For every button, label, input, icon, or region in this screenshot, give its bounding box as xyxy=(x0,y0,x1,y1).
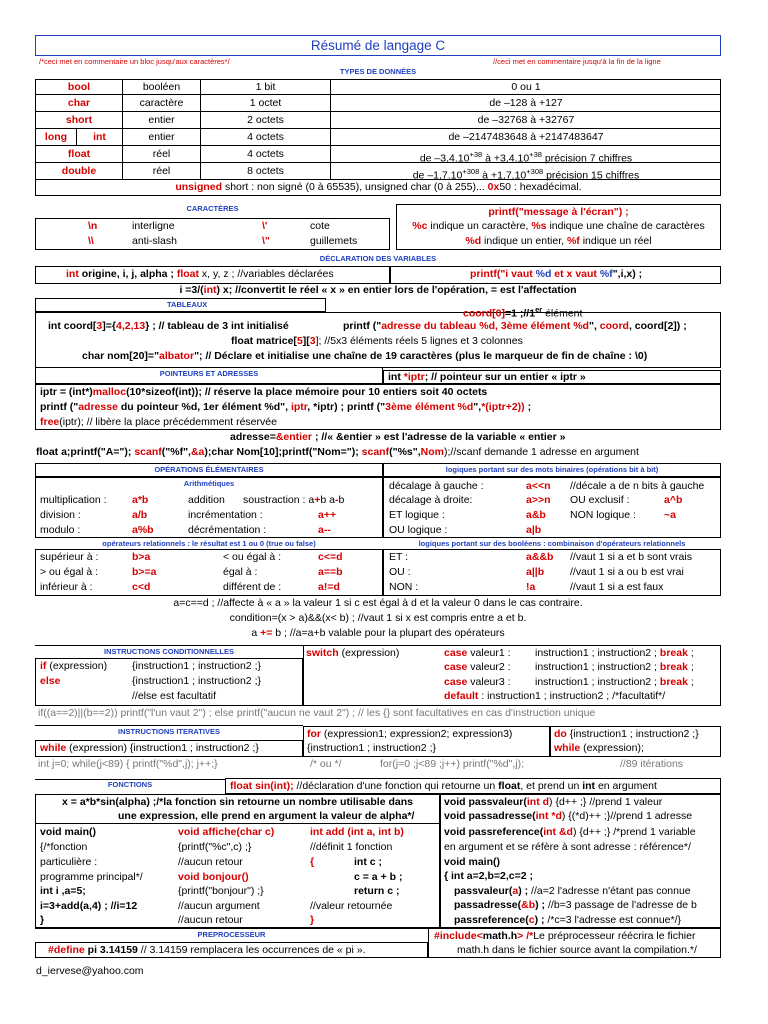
type-short-desc: entier xyxy=(148,114,175,126)
non-desc: //vaut 1 si a est faux xyxy=(570,581,664,593)
xor-label: OU exclusif : xyxy=(570,494,630,506)
incr-op: a++ xyxy=(318,509,337,521)
nand-op: ~a xyxy=(664,509,676,521)
sin-decl: float sin(int); //déclaration d'une fonction qui retourne un float, et prend un int en argument xyxy=(230,780,657,792)
sup-op: b>a xyxy=(132,551,151,563)
include-line-2: math.h dans le fichier source avant la compilation.*/ xyxy=(457,944,697,956)
mult-label: multiplication : xyxy=(40,494,107,506)
cc-line-2: condition=(x > a)&&(x< b) ; //vaut 1 si x est compris entre a et b. xyxy=(229,612,527,624)
bonjour-decl: void bonjour() xyxy=(178,871,249,883)
type-char-desc: caractère xyxy=(139,97,184,109)
add-open: { xyxy=(310,856,315,868)
et-op: a&&b xyxy=(526,551,554,563)
type-char-size: 1 octet xyxy=(249,97,282,109)
else-kw: else xyxy=(40,675,61,687)
main-2-vars: { int a=2,b=2,c=2 ; xyxy=(444,870,534,882)
passreference-decl: void passreference(int &d) {d++ ;} /*prend 1 variable xyxy=(444,826,696,838)
inf-label: inférieur à : xyxy=(40,581,93,593)
type-bool: bool xyxy=(67,81,91,93)
cast-line: i =3/(int) x; //convertit le réel « x » en entier lors de l'opération, = est l'affectation xyxy=(179,284,577,296)
bool-heading: logiques portant sur des booléens : combinaison d'opérateurs relationnels xyxy=(418,539,686,548)
bonjour-note-2: //aucun retour xyxy=(178,914,243,926)
xor-op: a^b xyxy=(664,494,683,506)
case-2: case valeur2 : xyxy=(444,661,511,673)
sin-example-1: x = a*b*sin(alpha) ;/*la fonction sin retourne un nombre utilisable dans xyxy=(62,796,413,808)
type-bool-range: 0 ou 1 xyxy=(511,81,541,93)
or-op: a|b xyxy=(526,524,542,536)
rel-heading: opérateurs relationnels : le résultat est 1 ou 0 (true ou false) xyxy=(102,539,316,548)
type-double-range: de $-1,7.10^{+308}$ à $+1,7.10^{+308}$ précision 15 chiffres xyxy=(412,167,640,182)
decl-printf: printf("i vaut %d et x vaut %f",i,x) ; xyxy=(470,268,643,280)
type-bool-desc: booléen xyxy=(142,81,181,93)
type-char: char xyxy=(67,97,91,109)
escape-backslash-desc: anti-slash xyxy=(132,235,177,247)
coord-printf: printf ("adresse du tableau %d, 3ème élément %d", coord, coord[2]) ; xyxy=(343,320,687,332)
incr-label: incrémentation : xyxy=(188,509,263,521)
decr-op: a-- xyxy=(318,524,331,536)
affiche-note: //aucun retour xyxy=(178,856,243,868)
iter-heading: INSTRUCTIONS ITERATIVES xyxy=(118,727,220,736)
ne-label: différent de : xyxy=(223,581,282,593)
call-passadresse: passadresse(&b) ; //b=3 passage de l'adresse de b xyxy=(454,899,697,911)
type-float-desc: réel xyxy=(152,148,171,160)
matrix-decl: float matrice[5][3]; //5x3 éléments réels 5 lignes et 3 colonnes xyxy=(231,335,523,347)
do-line: do {instruction1 ; instruction2 ;} xyxy=(554,728,699,740)
case-3: case valeur3 : xyxy=(444,676,511,688)
nom-decl: char nom[20]="albator"; // Déclare et initialise une chaîne de 19 caractères (plus le marqueur de fin de chaîne : \0) xyxy=(82,350,648,362)
ou-desc: //vaut 1 si a ou b est vrai xyxy=(570,566,684,578)
type-short: short xyxy=(65,114,93,126)
type-double-size: 8 octets xyxy=(247,165,284,177)
modulo-label: modulo : xyxy=(40,524,81,536)
funcs-heading: FONCTIONS xyxy=(107,780,153,789)
cc-line-3: a += b ; //a=a+b valable pour la plupart des opérateurs xyxy=(251,627,505,639)
cc-line-1: a=c==d ; //affecte à « a » la valeur 1 si c est égal à d et la valeur 0 dans le cas contraire. xyxy=(173,597,583,609)
inf-op: c<d xyxy=(132,581,151,593)
mult-op: a*b xyxy=(132,494,149,506)
format-c-s: %c indique un caractère, %s indique une chaîne de caractères xyxy=(412,220,705,232)
arith-label: Arithmétiques xyxy=(183,479,235,488)
type-double: double xyxy=(61,165,97,177)
type-short-range: de –32768 à +32767 xyxy=(477,114,575,126)
shl-label: décalage à gauche : xyxy=(389,480,484,492)
le-label: < ou égal à : xyxy=(223,551,282,563)
address-line: adresse=&entier ; //« &entier » est l'adresse de la variable « entier » xyxy=(230,431,566,443)
add-note: //définit 1 fonction xyxy=(310,841,393,853)
passadresse-decl: void passadresse(int *d) {(*d)++ ;}//prend 1 adresse xyxy=(444,810,693,822)
subtraction-label: soustraction : a+b a-b xyxy=(243,494,345,506)
main-2-decl: void main() xyxy=(444,856,501,868)
add-close: } xyxy=(310,914,315,926)
passvaleur-decl: void passvaleur(int d) {d++ ;} //prend 1 valeur xyxy=(444,796,663,808)
ne-op: a!=d xyxy=(318,581,340,593)
type-char-range: de –128 à +127 xyxy=(489,97,563,109)
ge-label: > ou égal à : xyxy=(40,566,99,578)
sup-label: supérieur à : xyxy=(40,551,99,563)
escape-backslash: \\ xyxy=(88,235,94,247)
iter-example-note: //89 itérations xyxy=(620,758,684,770)
add-sum: c = a + b ; xyxy=(354,871,403,883)
type-double-desc: réel xyxy=(152,165,171,177)
call-passvaleur: passvaleur(a) ; //a=2 l'adresse n'étant pas connue xyxy=(454,885,691,897)
types-heading: TYPES DE DONNÉES xyxy=(339,67,417,76)
prep-heading: PREPROCESSEUR xyxy=(197,930,266,939)
shr-op: a>>n xyxy=(526,494,551,506)
division-op: a/b xyxy=(132,509,148,521)
add-return: return c ; xyxy=(354,885,400,897)
pointer-decl: int *iptr; // pointeur sur un entier « iptr » xyxy=(388,371,586,383)
le-op: c<=d xyxy=(318,551,343,563)
escape-quote-desc: cote xyxy=(310,220,330,232)
chars-heading: CARACTÈRES xyxy=(186,204,239,213)
switch-line: switch (expression) xyxy=(306,647,400,659)
eq-op: a==b xyxy=(318,566,343,578)
type-short-size: 2 octets xyxy=(247,114,284,126)
scanf-line: float a;printf("A="); scanf("%f",&a);char Nom[10];printf("Nom="); scanf("%s",Nom);//scanf demande 1 adresse en argument xyxy=(36,446,639,458)
page-title: Résumé de langage C xyxy=(310,38,446,53)
for-line: for (expression1; expression2; expression3) xyxy=(307,728,513,740)
case-3-body: instruction1 ; instruction2 ; break ; xyxy=(535,676,694,688)
type-bool-size: 1 bit xyxy=(255,81,276,93)
main-5: int i ,a=5; xyxy=(40,885,86,897)
default-line: default : instruction1 ; instruction2 ; /*facultatif*/ xyxy=(444,690,666,702)
call-passreference: passreference(c) ; /*c=3 l'adresse est connue*/} xyxy=(454,914,682,926)
ou-op: a||b xyxy=(526,566,545,578)
nand-label: NON logique : xyxy=(570,509,636,521)
if-body: {instruction1 ; instruction2 ;} xyxy=(132,660,261,672)
and-op: a&b xyxy=(526,509,546,521)
pointers-heading: POINTEURS ET ADRESSES xyxy=(159,369,259,378)
iter-example-or: /* ou */ xyxy=(310,758,342,770)
non-op: !a xyxy=(526,581,536,593)
type-long-range: de –2147483648 à +2147483647 xyxy=(448,131,604,143)
shr-label: décalage à droite: xyxy=(389,494,473,506)
else-body: {instruction1 ; instruction2 ;} xyxy=(132,675,261,687)
main-2: {/*fonction xyxy=(40,841,88,853)
escape-n-desc: interligne xyxy=(132,220,175,232)
decl-line: int origine, i, j, alpha ; float x, y, z ; //variables déclarées xyxy=(66,268,334,280)
ou-label: OU : xyxy=(389,566,411,578)
main-1: void main() xyxy=(40,826,97,838)
case-1: case valeur1 : xyxy=(444,647,511,659)
ge-op: b>=a xyxy=(132,566,157,578)
type-float-range: de $-3,4.10^{+38}$ à $+3,4.10^{+38}$ précision 7 chiffres xyxy=(419,150,633,165)
non-label: NON : xyxy=(389,581,419,593)
case-2-body: instruction1 ; instruction2 ; break ; xyxy=(535,661,694,673)
while-line: while (expression) {instruction1 ; instruction2 ;} xyxy=(40,742,259,754)
type-long-size: 4 octets xyxy=(247,131,284,143)
shl-op: a<<n xyxy=(526,480,551,492)
if-line: if (expression) xyxy=(40,660,108,672)
eq-label: égal à : xyxy=(223,566,258,578)
add-decl: int add (int a, int b) xyxy=(310,826,404,838)
or-label: OU logique : xyxy=(389,524,448,536)
comment-line-note: //ceci met en commentaire jusqu'à la fin de la ligne xyxy=(493,57,661,66)
tables-heading: TABLEAUX xyxy=(167,300,208,309)
escape-dquote-desc: guillemets xyxy=(310,235,358,247)
footer-email[interactable]: d_iervese@yahoo.com xyxy=(36,965,144,977)
bonjour-note-1: //aucun argument xyxy=(178,900,260,912)
iter-example-1: int j=0; while(j<89) { printf("%d",j); j++;} xyxy=(38,758,218,770)
and-label: ET logique : xyxy=(389,509,445,521)
shl-desc: //décale a de n bits à gauche xyxy=(570,480,705,492)
coord-decl: int coord[3]={4,2,13} ; // tableau de 3 int initialisé xyxy=(48,320,289,332)
division-label: division : xyxy=(40,509,81,521)
coord0-line: coord[0]=1 ;//1er élément xyxy=(463,305,583,320)
escape-dquote: \" xyxy=(262,235,270,247)
bits-heading: logiques portant sur des mots binaires (opérations bit à bit) xyxy=(445,465,659,474)
main-7: } xyxy=(40,914,45,926)
pointer-printf: printf ("adresse du pointeur %d, 1er élément %d", iptr, *iptr) ; printf ("3ème élément %d",*(iptr+2)) ; xyxy=(40,401,532,413)
et-desc: //vaut 1 si a et b sont vrais xyxy=(570,551,692,563)
type-float-size: 4 octets xyxy=(247,148,284,160)
main-6: i=3+add(a,4) ; //i=12 xyxy=(40,900,138,912)
affiche-body: {printf("%c",c) ;} xyxy=(178,841,252,853)
unsigned-note: unsigned short : non signé (0 à 65535), unsigned char (0 à 255)... 0x50 : hexadécimal. xyxy=(175,181,582,193)
decl-heading: DÉCLARATION DES VARIABLES xyxy=(319,254,437,263)
decr-label: décrémentation : xyxy=(188,524,267,536)
cond-example: if((a==2)||(b==2)) printf("l'un vaut 2") ; else printf("aucun ne vaut 2") ; // les {} sont facultatives en cas d'instruction unique xyxy=(38,707,596,719)
format-d-f: %d indique un entier, %f indique un réel xyxy=(465,235,652,247)
addition-label: addition xyxy=(188,494,225,506)
else-note: //else est facultatif xyxy=(132,690,217,702)
printf-message: printf("message à l'écran") ; xyxy=(488,206,629,218)
type-float: float xyxy=(67,148,91,160)
et-label: ET : xyxy=(389,551,409,563)
type-long-int: int xyxy=(93,131,106,143)
escape-n: \n xyxy=(88,220,98,232)
escape-quote: \' xyxy=(262,220,268,232)
iter-example-2: for(j=0 ;j<89 ;j++) printf("%d",j); xyxy=(380,758,525,770)
comment-block-note: /*ceci met en commentaire un bloc jusqu'aux caractères*/ xyxy=(39,57,230,66)
include-line: #include<math.h> /*Le préprocesseur réécrira le fichier xyxy=(434,930,696,942)
main-4: programme principal*/ xyxy=(40,871,143,883)
type-long: long xyxy=(44,131,68,143)
define-line: #define pi 3.14159 // 3.14159 remplacera les occurrences de « pi ». xyxy=(48,944,366,956)
affiche-decl: void affiche(char c) xyxy=(178,826,275,838)
add-return-note: //valeur retournée xyxy=(310,900,393,912)
passreference-note: en argument et se réfère à sont adresse : référence*/ xyxy=(444,841,691,853)
add-var: int c ; xyxy=(354,856,382,868)
for-body: {instruction1 ; instruction2 ;} xyxy=(307,742,436,754)
cond-heading: INSTRUCTIONS CONDITIONNELLES xyxy=(103,647,234,656)
malloc-line: iptr = (int*)malloc(10*sizeof(int)); // réserve la place mémoire pour 10 entiers soit 40 octets xyxy=(40,386,488,398)
type-long-desc: entier xyxy=(148,131,175,143)
free-line: free(iptr); // libère la place précédemment réservée xyxy=(40,416,277,428)
main-3: particulière : xyxy=(40,856,98,868)
sin-example-2: une expression, elle prend en argument la valeur de alpha*/ xyxy=(118,810,415,822)
bonjour-body: {printf("bonjour") ;} xyxy=(178,885,264,897)
ops-heading: OPÉRATIONS ÉLÉMENTAIRES xyxy=(154,465,264,474)
modulo-op: a%b xyxy=(132,524,154,536)
do-while-line: while (expression); xyxy=(554,742,644,754)
case-1-body: instruction1 ; instruction2 ; break ; xyxy=(535,647,694,659)
